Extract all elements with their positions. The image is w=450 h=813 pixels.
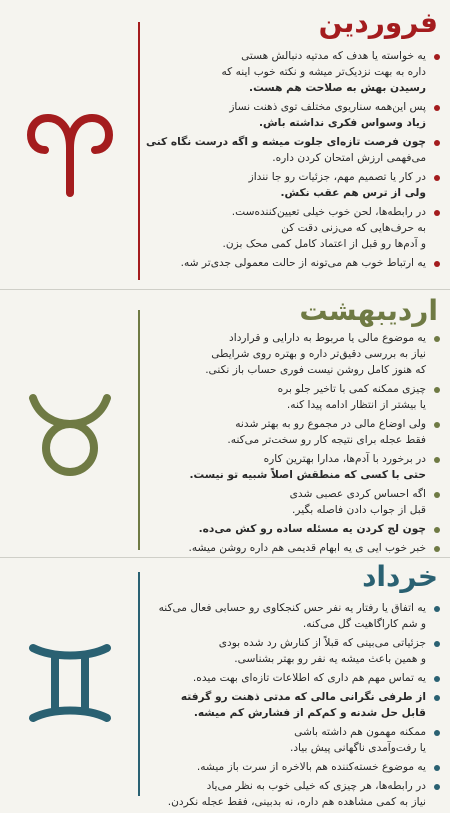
section-divider-line: [138, 572, 140, 796]
bullet-text: می‌فهمی ارزش امتحان کردن داره.: [272, 152, 426, 164]
section-title: اردیبهشت: [299, 294, 438, 327]
list-item: [146, 255, 440, 271]
bullet-dot: [434, 765, 440, 771]
bullet-text: نیاز به کمی مشاهده هم داره، نه بدبینی، فقط عجله نکردن.: [167, 796, 426, 808]
bullet-dot: [434, 175, 440, 181]
list-item: [146, 724, 440, 756]
list-item: [146, 48, 440, 96]
section-title: فروردین: [318, 6, 438, 39]
bullet-text: جزئیاتی می‌بینی که قبلاً از کنارش رد شده بودی: [218, 637, 426, 649]
bullet-text: فقط عجله برای نتیجه کار رو سخت‌تر می‌کنه.: [227, 434, 426, 446]
bullet-text: در رابطه‌ها، هر چیزی که خیلی خوب به نظر می‌یاد: [206, 780, 426, 792]
list-item: [146, 330, 440, 378]
list-item: [146, 759, 440, 775]
list-item: [146, 451, 440, 483]
bullet-text: حتی با کسی که منطقش اصلاً شبیه تو نیست.: [189, 469, 426, 481]
bullet-dot: [434, 457, 440, 463]
bullet-text: قابل حل شدنه و کم‌کم از فشارش کم میشه.: [193, 707, 426, 719]
bullet-text: در برخورد با آدم‌ها، مدارا بهترین کاره: [263, 453, 426, 465]
bullet-dot: [434, 730, 440, 736]
bullet-dot: [434, 54, 440, 60]
bullet-text: یا بیشتر از انتظار ادامه پیدا کنه.: [286, 399, 426, 411]
list-item: [146, 99, 440, 131]
bullet-text: و همین باعث میشه یه نفر رو بهتر بشناسی.: [234, 653, 426, 665]
list-item: [146, 381, 440, 413]
bullet-list: [146, 48, 440, 274]
bullet-text: ولی از ترس هم عقب نکش.: [280, 187, 426, 199]
bullet-text: ممکنه مهمون هم داشته باشی: [294, 726, 426, 738]
bullet-text: چون فرصت تازه‌ای جلوت میشه و اگه درست نگاه کنی: [145, 136, 426, 148]
section-title: خرداد: [362, 560, 438, 593]
list-item: [146, 486, 440, 518]
taurus-symbol-icon: [25, 390, 115, 480]
section-divider-line: [138, 22, 140, 280]
bullet-text: رسیدن بهش به صلاحت هم هست.: [249, 82, 426, 94]
list-item: [146, 635, 440, 667]
list-item: [146, 416, 440, 448]
bullet-text: که هنوز کامل روشن نیست فوری حساب باز نکنی.: [205, 364, 426, 376]
bullet-list: [146, 330, 440, 559]
list-item: [146, 134, 440, 166]
list-item: [146, 600, 440, 632]
bullet-text: به حرف‌هایی که می‌زنی دقت کن: [281, 222, 426, 234]
bullet-dot: [434, 140, 440, 146]
bullet-text: ولی اوضاع مالی در مجموع رو به بهتر شدنه: [235, 418, 426, 430]
bullet-text: در کار یا تصمیم مهم، جزئیات رو جا ننداز: [248, 171, 426, 183]
bullet-text: پس این‌همه سناریوی مختلف توی ذهنت نساز: [229, 101, 426, 113]
bullet-dot: [434, 527, 440, 533]
aries-symbol-icon: [25, 108, 115, 198]
section-ordibehesht: [0, 290, 450, 558]
bullet-text: زیاد وسواس فکری نداشته باش.: [258, 117, 426, 129]
bullet-text: از طرفی نگرانی مالی که مدتی ذهنت رو گرفته: [180, 691, 426, 703]
section-divider-line: [138, 310, 140, 550]
bullet-text: یه تماس مهم هم داری که اطلاعات تازه‌ای بهت میده.: [192, 672, 426, 684]
list-item: [146, 169, 440, 201]
bullet-text: در رابطه‌ها، لحن خوب خیلی تعیین‌کننده‌ست.: [231, 206, 426, 218]
bullet-text: خبر خوب ایی ی یه ابهام قدیمی هم داره روشن میشه.: [188, 542, 426, 554]
bullet-dot: [434, 105, 440, 111]
bullet-text: قبل از جواب دادن فاصله بگیر.: [292, 504, 426, 516]
bullet-dot: [434, 492, 440, 498]
bullet-text: نیاز به بررسی دقیق‌تر داره و بهتره روی شرایطی: [211, 348, 426, 360]
bullet-dot: [434, 387, 440, 393]
bullet-text: یه ارتباط خوب هم می‌تونه از حالت معمولی جدی‌تر شه.: [180, 257, 426, 269]
bullet-text: اگه احساس کردی عصبی شدی: [289, 488, 426, 500]
bullet-text: چیزی ممکنه کمی با تاخیر جلو بره: [277, 383, 426, 395]
bullet-text: یه موضوع خسته‌کننده هم بالاخره از سرت باز میشه.: [196, 761, 426, 773]
bullet-list: [146, 600, 440, 813]
gemini-symbol-icon: [25, 638, 115, 728]
list-item: [146, 204, 440, 252]
bullet-dot: [434, 546, 440, 552]
bullet-text: یه موضوع مالی یا مربوط به دارایی و قرارداد: [229, 332, 426, 344]
bullet-dot: [434, 676, 440, 682]
bullet-text: و شم کاراگاهیت گل می‌کنه.: [302, 618, 426, 630]
list-item: [146, 521, 440, 537]
bullet-text: یه خواسته یا هدف که مدتیه دنبالش هستی: [241, 50, 426, 62]
list-item: [146, 778, 440, 810]
section-khordad: [0, 558, 450, 808]
bullet-text: داره به بهت نزدیک‌تر میشه و نکته خوب اینه که: [221, 66, 426, 78]
bullet-text: و آدم‌ها رو قبل از اعتماد کامل کمی محک بزن.: [222, 238, 426, 250]
bullet-dot: [434, 695, 440, 701]
list-item: [146, 670, 440, 686]
list-item: [146, 689, 440, 721]
bullet-dot: [434, 606, 440, 612]
bullet-text: چون لج کردن یه مسئله ساده رو کش می‌ده.: [198, 523, 426, 535]
bullet-dot: [434, 784, 440, 790]
bullet-dot: [434, 336, 440, 342]
bullet-text: یا رفت‌وآمدی ناگهانی پیش بیاد.: [289, 742, 426, 754]
list-item: [146, 540, 440, 556]
bullet-dot: [434, 210, 440, 216]
bullet-dot: [434, 641, 440, 647]
bullet-text: یه اتفاق یا رفتار یه نفر حس کنجکاوی رو حسابی فعال می‌کنه: [158, 602, 426, 614]
section-farvardin: [0, 0, 450, 290]
bullet-dot: [434, 261, 440, 267]
bullet-dot: [434, 422, 440, 428]
